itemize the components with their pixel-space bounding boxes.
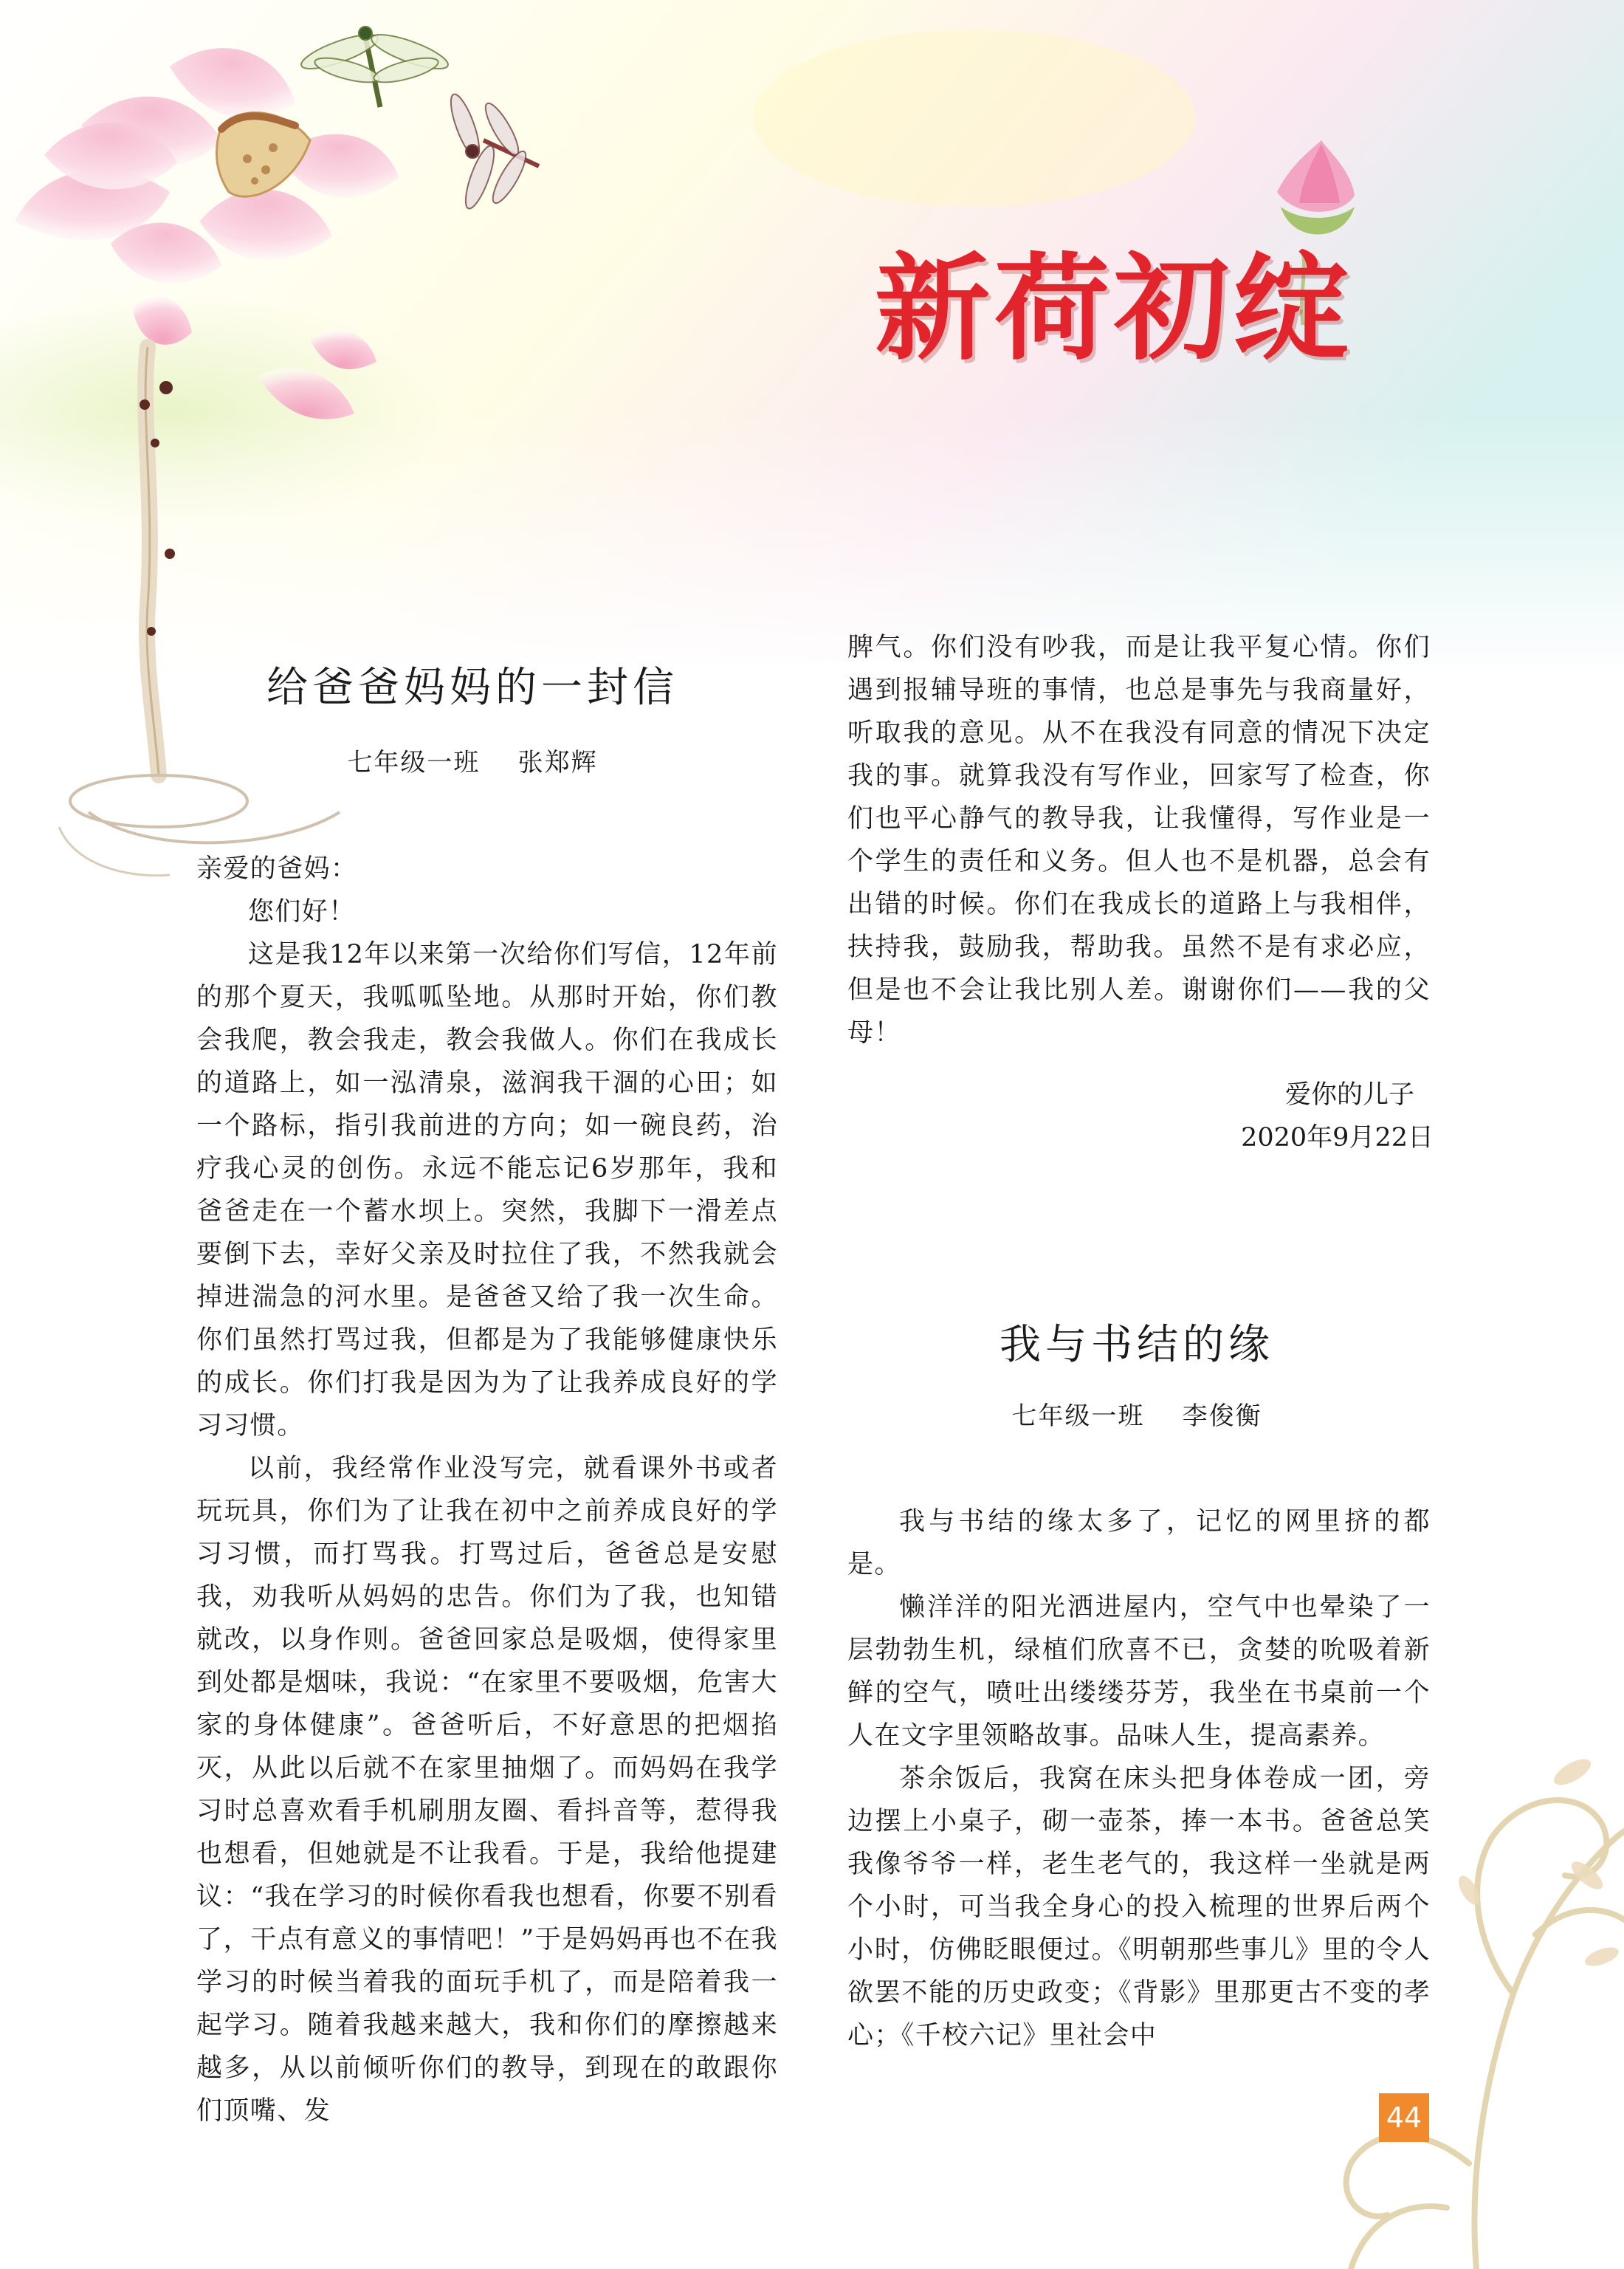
article2-paragraph: 我与书结的缘太多了，记忆的网里挤的都是。 bbox=[847, 1507, 1431, 1579]
article1-left-column bbox=[196, 848, 778, 2132]
article1-greeting: 您们好！ bbox=[248, 897, 356, 927]
article1-salutation: 亲爱的爸妈： bbox=[196, 854, 358, 884]
article1-continuation: 脾气。你们没有吵我，而是让我平复心情。你们遇到报辅导班的事情，也总是事先与我商量好，听取我的意见。从不在我没有同意的情况下决定我的事。就算我没有写作业，回家写了检查，你们也平心静气的教导我，让我懂得，写作业是一个学生的责任和义务。但人也不是机器，总会有出错的时候。你们在我成长的道路上与我相伴，扶持我，鼓励我，帮助我。虽然不是有求必应，但是也不会让我比别人差。谢谢你们——我的父母！ bbox=[847, 633, 1431, 1048]
section-title: 新荷初绽 bbox=[875, 241, 1353, 376]
article1-author: 七年级一班 张郑辉 bbox=[347, 748, 598, 777]
article1-paragraph: 这是我12年以来第一次给你们写信，12年前的那个夏天，我呱呱坠地。从那时开始，你们教会我爬，教会我走，教会我做人。你们在我成长的道路上，如一泓清泉，滋润我干涸的心田；如一个路标，指引我前进的方向；如一碗良药，治疗我心灵的创伤。永远不能忘记6岁那年，我和爸爸走在一个蓄水坝上。突然，我脚下一滑差点要倒下去，幸好父亲及时拉住了我，不然我就会掉进湍急的河水里。是爸爸又给了我一次生命。你们虽然打骂过我，但都是为了我能够健康快乐的成长。你们打我是因为为了让我养成良好的学习习惯。 bbox=[196, 940, 778, 1441]
page-number: 44 bbox=[1379, 2093, 1429, 2142]
article1-right-column bbox=[847, 626, 1431, 1054]
article1-signature: 爱你的儿子 bbox=[1284, 1080, 1414, 1110]
article2-column bbox=[847, 1500, 1431, 2057]
article2-paragraph: 懒洋洋的阳光洒进屋内，空气中也晕染了一层勃勃生机，绿植们欣喜不已，贪婪的吮吸着新鲜的空气，喷吐出缕缕芬芳，我坐在书桌前一个人在文字里领略故事。品味人生，提高素养。 bbox=[847, 1593, 1431, 1751]
article2-author: 七年级一班 李俊衡 bbox=[1011, 1401, 1262, 1431]
article1-title: 给爸爸妈妈的一封信 bbox=[266, 664, 678, 712]
article2-paragraph: 茶余饭后，我窝在床头把身体卷成一团，旁边摆上小桌子，砌一壶茶，捧一本书。爸爸总笑我像爷爷一样，老生老气的，我这样一坐就是两个小时，可当我全身心的投入梳理的世界后两个小时，仿佛眨眼便过。《明朝那些事儿》里的令人欲罢不能的历史政变；《背影》里那更古不变的孝心；《千校六记》里社会中 bbox=[847, 1764, 1431, 2050]
article1-date: 2020年9月22日 bbox=[1241, 1123, 1434, 1153]
article2-title: 我与书结的缘 bbox=[999, 1321, 1274, 1369]
article1-paragraph: 以前，我经常作业没写完，就看课外书或者玩玩具，你们为了让我在初中之前养成良好的学习习惯，而打骂我。打骂过后，爸爸总是安慰我，劝我听从妈妈的忠告。你们为了我，也知错就改，以身作则。爸爸回家总是吸烟，使得家里到处都是烟味，我说：“在家里不要吸烟，危害大家的身体健康”。爸爸听后，不好意思的把烟掐灭，从此以后就不在家里抽烟了。而妈妈在我学习时总喜欢看手机刷朋友圈、看抖音等，惹得我也想看，但她就是不让我看。于是，我给他提建议：“我在学习的时候你看我也想看，你要不别看了，干点有意义的事情吧！”于是妈妈再也不在我学习的时候当着我的面玩手机了，而是陪着我一起学习。随着我越来越大，我和你们的摩擦越来越多，从以前倾听你们的教导，到现在的敢跟你们顶嘴、发 bbox=[196, 1454, 778, 2126]
